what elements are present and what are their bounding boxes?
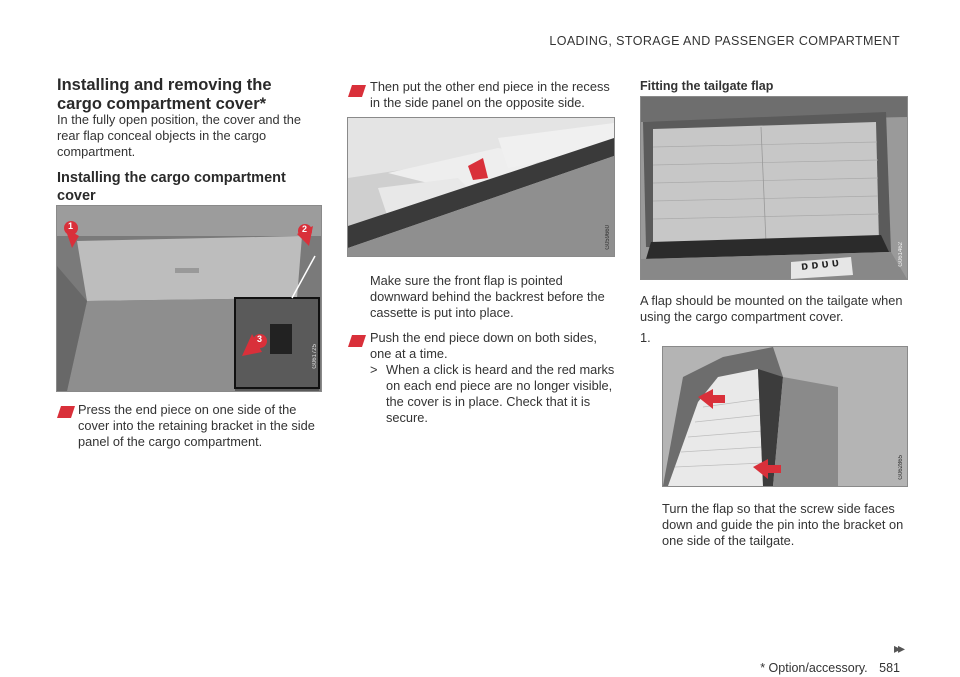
figure-label-2: 2: [302, 224, 308, 234]
figure-id: G059660: [605, 225, 611, 250]
step-2-text: Then put the other end piece in the recess in the side panel on the opposite side.: [370, 79, 610, 110]
tailgate-flap-text: A flap should be mounted on the tailgate when using the cargo compartment cover.: [640, 293, 903, 324]
section-header: LOADING, STORAGE AND PASSENGER COMPARTMENT: [549, 34, 900, 48]
tailgate-step-text: Turn the flap so that the screw side faces down and guide the pin into the bracket on one side of the tailgate.: [662, 501, 904, 548]
result-text: When a click is heard and the red marks on each end piece are no longer visible, the cover is in place. Check that it is secure.: [386, 362, 615, 425]
step-1-text: Press the end piece on one side of the cover into the retaining bracket in the side panel of the cargo compartment.: [78, 402, 315, 449]
result-item: [370, 362, 615, 426]
double-chevron-right-icon[interactable]: ▸▸: [893, 640, 902, 656]
step-1-marker-icon: [57, 406, 75, 418]
plate-text: ᴅ ᴅ ᴜ ᴜ: [800, 255, 840, 273]
step-3-marker-icon: [348, 335, 366, 347]
page-footer: [760, 661, 900, 675]
figure-id: G061725: [312, 344, 318, 369]
list-number: 1.: [640, 330, 651, 345]
note-text: Make sure the front flap is pointed downward behind the backrest before the cassette is put into place.: [370, 273, 605, 320]
figure-id: G061462: [898, 242, 904, 267]
heading-tailgate-flap: Fitting the tailgate flap: [640, 79, 774, 93]
side-panel-figure: [347, 117, 615, 257]
figure-label-3: 3: [257, 334, 263, 344]
subheading-installing: Installing the cargo compartment cover: [57, 170, 286, 204]
step-3-text: Push the end piece down on both sides, one at a time.: [370, 330, 597, 361]
tailgate-bracket-figure: [662, 346, 908, 487]
page-number: 581: [879, 661, 900, 675]
step-2-marker-icon: [348, 85, 366, 97]
intro-text: In the fully open position, the cover and the rear flap conceal objects in the cargo compartment.: [57, 112, 302, 159]
cargo-cover-figure: [56, 205, 322, 392]
result-marker: >: [370, 362, 378, 377]
figure-label-1: 1: [68, 221, 74, 231]
footnote: * Option/accessory.: [760, 661, 868, 675]
figure-id: G062865: [898, 455, 904, 480]
page-title: Installing and removing the cargo compartment cover*: [57, 76, 272, 113]
tailgate-flap-figure: [640, 96, 908, 280]
